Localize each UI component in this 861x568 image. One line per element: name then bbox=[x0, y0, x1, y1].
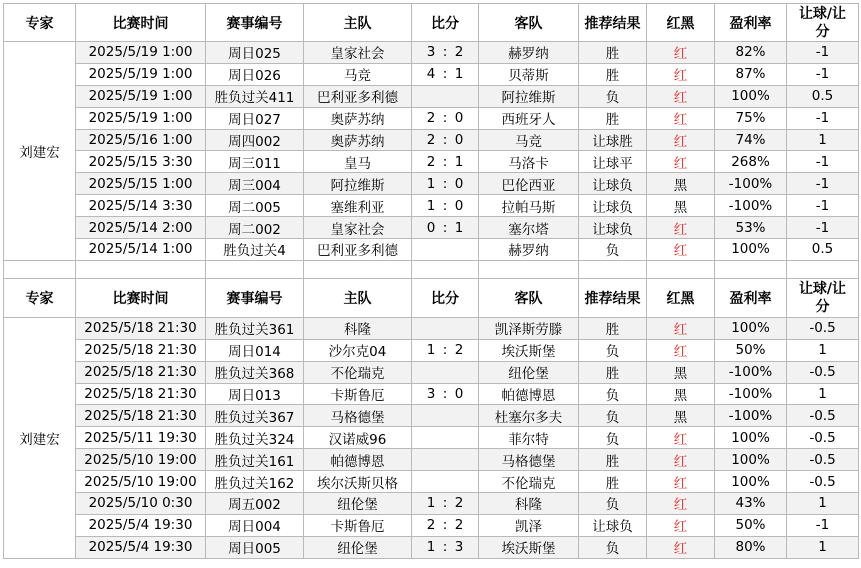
score-home: 1 bbox=[426, 175, 436, 192]
match-score bbox=[412, 471, 479, 493]
header-redblack: 红黑 bbox=[647, 4, 715, 42]
away-team: 菲尔特 bbox=[479, 427, 579, 449]
red-black-result: 红 bbox=[647, 471, 715, 493]
match-number: 周日004 bbox=[206, 514, 304, 536]
handicap-value: -1 bbox=[787, 195, 859, 217]
red-black-result: 红 bbox=[647, 85, 715, 107]
match-number: 周三004 bbox=[206, 173, 304, 195]
score-home: 1 bbox=[426, 197, 436, 214]
score-away: 0 bbox=[454, 197, 464, 214]
match-time: 2025/5/18 21:30 bbox=[76, 317, 206, 339]
red-black-result: 黑 bbox=[647, 173, 715, 195]
table-row bbox=[4, 514, 859, 536]
score-home: 0 bbox=[426, 219, 436, 236]
match-number: 周五002 bbox=[206, 493, 304, 515]
header-handicap bbox=[787, 4, 859, 42]
away-team: 不伦瑞克 bbox=[479, 471, 579, 493]
score-separator: : bbox=[442, 44, 448, 61]
red-black-result: 红 bbox=[647, 63, 715, 85]
match-time: 2025/5/18 21:30 bbox=[76, 405, 206, 427]
match-number: 周日026 bbox=[206, 63, 304, 85]
match-time: 2025/5/19 1:00 bbox=[76, 42, 206, 64]
home-team: 塞维利亚 bbox=[304, 195, 412, 217]
handicap-value: 0.5 bbox=[787, 85, 859, 107]
handicap-value: 1 bbox=[787, 493, 859, 515]
away-team: 凯泽斯劳滕 bbox=[479, 317, 579, 339]
away-team: 埃沃斯堡 bbox=[479, 536, 579, 558]
header-handicap-line2: 分 bbox=[815, 23, 830, 40]
pick-result: 负 bbox=[579, 383, 647, 405]
red-black-result: 黑 bbox=[647, 195, 715, 217]
pick-result: 胜 bbox=[579, 449, 647, 471]
match-number: 周日014 bbox=[206, 339, 304, 361]
away-team: 马格德堡 bbox=[479, 449, 579, 471]
away-team: 阿拉维斯 bbox=[479, 85, 579, 107]
score-separator: : bbox=[442, 386, 448, 403]
red-black-result: 红 bbox=[647, 514, 715, 536]
score-away: 2 bbox=[454, 517, 464, 534]
profit-rate: 100% bbox=[715, 85, 787, 107]
match-time: 2025/5/15 3:30 bbox=[76, 151, 206, 173]
red-black-result: 红 bbox=[647, 339, 715, 361]
score-separator: : bbox=[442, 132, 448, 148]
handicap-value: 0.5 bbox=[787, 239, 859, 261]
handicap-value: -0.5 bbox=[787, 405, 859, 427]
match-time: 2025/5/14 2:00 bbox=[76, 217, 206, 239]
profit-rate: -100% bbox=[715, 383, 787, 405]
home-team: 奥萨苏纳 bbox=[304, 129, 412, 151]
profit-rate: 87% bbox=[715, 63, 787, 85]
match-time: 2025/5/4 19:30 bbox=[76, 514, 206, 536]
pick-result: 负 bbox=[579, 405, 647, 427]
match-time: 2025/5/10 19:00 bbox=[76, 449, 206, 471]
match-number: 胜负过关324 bbox=[206, 427, 304, 449]
handicap-value: -0.5 bbox=[787, 317, 859, 339]
away-team: 赫罗纳 bbox=[479, 42, 579, 64]
away-team: 赫罗纳 bbox=[479, 239, 579, 261]
pick-result: 胜 bbox=[579, 317, 647, 339]
handicap-value: -1 bbox=[787, 42, 859, 64]
score-separator: : bbox=[442, 219, 448, 236]
header-pick: 推荐结果 bbox=[579, 278, 647, 317]
match-score bbox=[412, 514, 479, 536]
red-black-result: 红 bbox=[647, 217, 715, 239]
header-time: 比赛时间 bbox=[76, 278, 206, 317]
score-separator: : bbox=[442, 495, 448, 512]
expert-picks-table bbox=[3, 3, 859, 559]
red-black-result: 黑 bbox=[647, 361, 715, 383]
score-separator: : bbox=[442, 539, 448, 556]
header-handicap-line2: 分 bbox=[815, 298, 830, 315]
score-separator: : bbox=[442, 517, 448, 534]
match-score bbox=[412, 536, 479, 558]
match-time: 2025/5/16 1:00 bbox=[76, 129, 206, 151]
table-row bbox=[4, 85, 859, 107]
pick-result: 负 bbox=[579, 339, 647, 361]
handicap-value: -0.5 bbox=[787, 361, 859, 383]
score-home: 1 bbox=[426, 342, 436, 359]
match-number: 胜负过关161 bbox=[206, 449, 304, 471]
score-separator: : bbox=[442, 110, 448, 127]
match-score bbox=[412, 217, 479, 239]
match-number: 周三011 bbox=[206, 151, 304, 173]
pick-result: 负 bbox=[579, 85, 647, 107]
red-black-result: 红 bbox=[647, 493, 715, 515]
match-time: 2025/5/18 21:30 bbox=[76, 383, 206, 405]
profit-rate: -100% bbox=[715, 405, 787, 427]
home-team: 马格德堡 bbox=[304, 405, 412, 427]
handicap-value: -0.5 bbox=[787, 471, 859, 493]
score-home: 3 bbox=[426, 44, 436, 61]
red-black-result: 红 bbox=[647, 239, 715, 261]
match-score bbox=[412, 493, 479, 515]
spacer-cell bbox=[715, 260, 787, 278]
match-number: 周二005 bbox=[206, 195, 304, 217]
header-redblack: 红黑 bbox=[647, 278, 715, 317]
score-separator: : bbox=[442, 197, 448, 214]
home-team: 沙尔克04 bbox=[304, 339, 412, 361]
profit-rate: 74% bbox=[715, 129, 787, 151]
pick-result: 让球负 bbox=[579, 217, 647, 239]
match-time: 2025/5/14 1:00 bbox=[76, 239, 206, 261]
home-team: 马竞 bbox=[304, 63, 412, 85]
score-home: 2 bbox=[426, 110, 436, 127]
match-time: 2025/5/4 19:30 bbox=[76, 536, 206, 558]
home-team: 不伦瑞克 bbox=[304, 361, 412, 383]
table-row bbox=[4, 173, 859, 195]
match-time: 2025/5/10 19:00 bbox=[76, 471, 206, 493]
pick-result: 负 bbox=[579, 239, 647, 261]
spacer-cell bbox=[647, 260, 715, 278]
pick-result: 让球负 bbox=[579, 514, 647, 536]
red-black-result: 红 bbox=[647, 536, 715, 558]
profit-rate: 100% bbox=[715, 449, 787, 471]
table-row bbox=[4, 427, 859, 449]
table-row bbox=[4, 42, 859, 64]
match-score bbox=[412, 427, 479, 449]
away-team: 埃沃斯堡 bbox=[479, 339, 579, 361]
profit-rate: 82% bbox=[715, 42, 787, 64]
pick-result: 负 bbox=[579, 427, 647, 449]
match-number: 周日025 bbox=[206, 42, 304, 64]
match-time: 2025/5/19 1:00 bbox=[76, 85, 206, 107]
profit-rate: -100% bbox=[715, 173, 787, 195]
home-team: 巴利亚多利德 bbox=[304, 239, 412, 261]
pick-result: 负 bbox=[579, 493, 647, 515]
match-score bbox=[412, 449, 479, 471]
profit-rate: 268% bbox=[715, 151, 787, 173]
spacer-cell bbox=[76, 260, 206, 278]
match-score bbox=[412, 107, 479, 129]
match-number: 周日005 bbox=[206, 536, 304, 558]
match-score bbox=[412, 129, 479, 151]
profit-rate: 100% bbox=[715, 471, 787, 493]
score-away: 1 bbox=[454, 219, 464, 236]
score-home: 2 bbox=[426, 132, 436, 148]
pick-result: 胜 bbox=[579, 361, 647, 383]
red-black-result: 红 bbox=[647, 107, 715, 129]
match-number: 周二002 bbox=[206, 217, 304, 239]
away-team: 杜塞尔多夫 bbox=[479, 405, 579, 427]
handicap-value: -1 bbox=[787, 151, 859, 173]
match-score bbox=[412, 63, 479, 85]
header-home: 主队 bbox=[304, 4, 412, 42]
spacer-cell bbox=[787, 260, 859, 278]
header-handicap bbox=[787, 278, 859, 317]
score-away: 0 bbox=[454, 175, 464, 192]
profit-rate: 100% bbox=[715, 317, 787, 339]
score-away: 0 bbox=[454, 386, 464, 403]
pick-result: 胜 bbox=[579, 63, 647, 85]
match-time: 2025/5/11 19:30 bbox=[76, 427, 206, 449]
handicap-value: -1 bbox=[787, 107, 859, 129]
handicap-value: 1 bbox=[787, 339, 859, 361]
header-match-no: 赛事编号 bbox=[206, 4, 304, 42]
home-team: 巴利亚多利德 bbox=[304, 85, 412, 107]
match-time: 2025/5/15 1:00 bbox=[76, 173, 206, 195]
away-team: 纽伦堡 bbox=[479, 361, 579, 383]
table-row bbox=[4, 361, 859, 383]
match-time: 2025/5/14 3:30 bbox=[76, 195, 206, 217]
header-expert: 专家 bbox=[4, 278, 76, 317]
red-black-result: 红 bbox=[647, 427, 715, 449]
handicap-value: 1 bbox=[787, 383, 859, 405]
table-row bbox=[4, 63, 859, 85]
pick-result: 让球负 bbox=[579, 195, 647, 217]
spacer-cell bbox=[412, 260, 479, 278]
table-row bbox=[4, 471, 859, 493]
match-score bbox=[412, 42, 479, 64]
table-row bbox=[4, 405, 859, 427]
header-pick: 推荐结果 bbox=[579, 4, 647, 42]
score-away: 2 bbox=[454, 342, 464, 359]
red-black-result: 红 bbox=[647, 42, 715, 64]
match-time: 2025/5/19 1:00 bbox=[76, 107, 206, 129]
spacer-cell bbox=[304, 260, 412, 278]
pick-result: 让球负 bbox=[579, 173, 647, 195]
score-away: 1 bbox=[454, 153, 464, 170]
expert-name: 刘建宏 bbox=[4, 317, 76, 558]
profit-rate: 100% bbox=[715, 427, 787, 449]
away-team: 巴伦西亚 bbox=[479, 173, 579, 195]
profit-rate: -100% bbox=[715, 361, 787, 383]
table-row bbox=[4, 493, 859, 515]
home-team: 帕德博恩 bbox=[304, 449, 412, 471]
home-team: 皇家社会 bbox=[304, 217, 412, 239]
red-black-result: 红 bbox=[647, 129, 715, 151]
header-score: 比分 bbox=[412, 278, 479, 317]
score-away: 1 bbox=[454, 66, 464, 83]
score-away: 2 bbox=[454, 44, 464, 61]
table-row bbox=[4, 151, 859, 173]
profit-rate: 50% bbox=[715, 514, 787, 536]
red-black-result: 红 bbox=[647, 317, 715, 339]
header-expert: 专家 bbox=[4, 4, 76, 42]
handicap-value: 1 bbox=[787, 129, 859, 151]
home-team: 奥萨苏纳 bbox=[304, 107, 412, 129]
profit-rate: 43% bbox=[715, 493, 787, 515]
score-home: 3 bbox=[426, 386, 436, 403]
red-black-result: 黑 bbox=[647, 383, 715, 405]
match-number: 胜负过关361 bbox=[206, 317, 304, 339]
match-time: 2025/5/19 1:00 bbox=[76, 63, 206, 85]
header-profit: 盈利率 bbox=[715, 4, 787, 42]
pick-result: 胜 bbox=[579, 471, 647, 493]
profit-rate: 50% bbox=[715, 339, 787, 361]
away-team: 西班牙人 bbox=[479, 107, 579, 129]
handicap-value: -1 bbox=[787, 514, 859, 536]
match-number: 胜负过关411 bbox=[206, 85, 304, 107]
header-handicap-line1: 让球/让 bbox=[798, 5, 847, 22]
handicap-value: -1 bbox=[787, 173, 859, 195]
score-home: 1 bbox=[426, 495, 436, 512]
header-score: 比分 bbox=[412, 4, 479, 42]
header-row bbox=[4, 4, 859, 42]
handicap-value: -1 bbox=[787, 63, 859, 85]
handicap-value: -0.5 bbox=[787, 427, 859, 449]
match-score bbox=[412, 405, 479, 427]
header-away: 客队 bbox=[479, 4, 579, 42]
away-team: 贝蒂斯 bbox=[479, 63, 579, 85]
table-row bbox=[4, 536, 859, 558]
away-team: 帕德博恩 bbox=[479, 383, 579, 405]
table-row bbox=[4, 129, 859, 151]
pick-result: 胜 bbox=[579, 42, 647, 64]
score-away: 0 bbox=[454, 132, 464, 148]
match-time: 2025/5/18 21:30 bbox=[76, 339, 206, 361]
table-row bbox=[4, 449, 859, 471]
spacer-cell bbox=[479, 260, 579, 278]
red-black-result: 红 bbox=[647, 449, 715, 471]
pick-result: 让球胜 bbox=[579, 129, 647, 151]
red-black-result: 黑 bbox=[647, 405, 715, 427]
match-number: 周日013 bbox=[206, 383, 304, 405]
match-score bbox=[412, 361, 479, 383]
match-number: 胜负过关4 bbox=[206, 239, 304, 261]
match-score bbox=[412, 339, 479, 361]
score-separator: : bbox=[442, 153, 448, 170]
away-team: 拉帕马斯 bbox=[479, 195, 579, 217]
handicap-value: -1 bbox=[787, 217, 859, 239]
away-team: 科隆 bbox=[479, 493, 579, 515]
header-away: 客队 bbox=[479, 278, 579, 317]
match-time: 2025/5/10 0:30 bbox=[76, 493, 206, 515]
home-team: 皇家社会 bbox=[304, 42, 412, 64]
score-separator: : bbox=[442, 175, 448, 192]
handicap-value: 1 bbox=[787, 536, 859, 558]
pick-result: 负 bbox=[579, 536, 647, 558]
header-time: 比赛时间 bbox=[76, 4, 206, 42]
away-team: 塞尔塔 bbox=[479, 217, 579, 239]
match-number: 周日027 bbox=[206, 107, 304, 129]
match-score bbox=[412, 383, 479, 405]
match-score bbox=[412, 173, 479, 195]
home-team: 埃尔沃斯贝格 bbox=[304, 471, 412, 493]
score-away: 2 bbox=[454, 495, 464, 512]
match-number: 胜负过关368 bbox=[206, 361, 304, 383]
score-home: 2 bbox=[426, 153, 436, 170]
away-team: 马竞 bbox=[479, 129, 579, 151]
header-profit: 盈利率 bbox=[715, 278, 787, 317]
table-row bbox=[4, 317, 859, 339]
score-separator: : bbox=[442, 342, 448, 359]
home-team: 科隆 bbox=[304, 317, 412, 339]
score-away: 0 bbox=[454, 110, 464, 127]
table-body bbox=[4, 4, 859, 559]
header-handicap-line1: 让球/让 bbox=[798, 280, 847, 297]
home-team: 卡斯鲁厄 bbox=[304, 383, 412, 405]
table-row bbox=[4, 107, 859, 129]
spacer-cell bbox=[579, 260, 647, 278]
profit-rate: 53% bbox=[715, 217, 787, 239]
table-row bbox=[4, 239, 859, 261]
away-team: 马洛卡 bbox=[479, 151, 579, 173]
profit-rate: 100% bbox=[715, 239, 787, 261]
home-team: 纽伦堡 bbox=[304, 493, 412, 515]
home-team: 纽伦堡 bbox=[304, 536, 412, 558]
match-score bbox=[412, 85, 479, 107]
match-number: 胜负过关367 bbox=[206, 405, 304, 427]
home-team: 卡斯鲁厄 bbox=[304, 514, 412, 536]
profit-rate: -100% bbox=[715, 195, 787, 217]
profit-rate: 75% bbox=[715, 107, 787, 129]
match-number: 胜负过关162 bbox=[206, 471, 304, 493]
pick-result: 胜 bbox=[579, 107, 647, 129]
score-home: 2 bbox=[426, 517, 436, 534]
match-score bbox=[412, 239, 479, 261]
red-black-result: 红 bbox=[647, 151, 715, 173]
header-home: 主队 bbox=[304, 278, 412, 317]
home-team: 阿拉维斯 bbox=[304, 173, 412, 195]
match-score bbox=[412, 317, 479, 339]
home-team: 皇马 bbox=[304, 151, 412, 173]
match-score bbox=[412, 151, 479, 173]
table-row bbox=[4, 383, 859, 405]
pick-result: 让球平 bbox=[579, 151, 647, 173]
score-away: 3 bbox=[454, 539, 464, 556]
score-home: 4 bbox=[426, 66, 436, 83]
score-separator: : bbox=[442, 66, 448, 83]
away-team: 凯泽 bbox=[479, 514, 579, 536]
handicap-value: -0.5 bbox=[787, 449, 859, 471]
expert-name: 刘建宏 bbox=[4, 42, 76, 261]
match-score bbox=[412, 195, 479, 217]
table-row bbox=[4, 195, 859, 217]
home-team: 汉诺威96 bbox=[304, 427, 412, 449]
header-match-no: 赛事编号 bbox=[206, 278, 304, 317]
spacer-cell bbox=[4, 260, 76, 278]
section-spacer-row bbox=[4, 260, 859, 278]
profit-rate: 80% bbox=[715, 536, 787, 558]
match-time: 2025/5/18 21:30 bbox=[76, 361, 206, 383]
header-row bbox=[4, 278, 859, 317]
table-row bbox=[4, 217, 859, 239]
table-row bbox=[4, 339, 859, 361]
match-number: 周四002 bbox=[206, 129, 304, 151]
spacer-cell bbox=[206, 260, 304, 278]
score-home: 1 bbox=[426, 539, 436, 556]
